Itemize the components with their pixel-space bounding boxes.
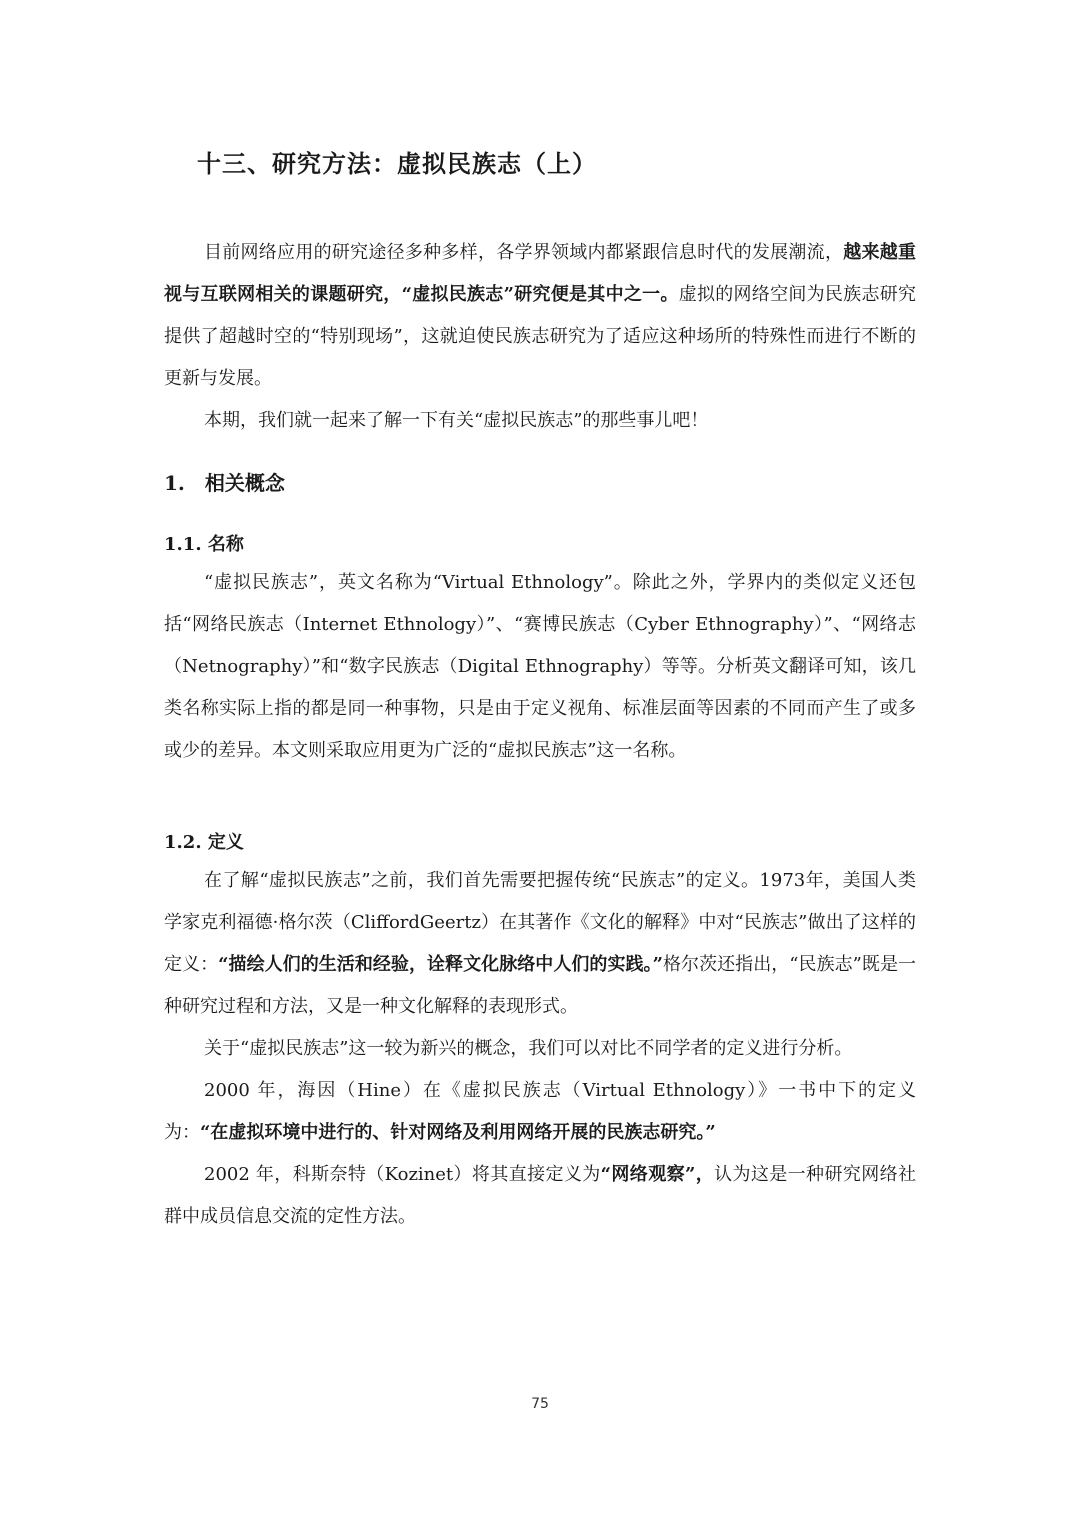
intro-text-b: 虚拟的网络空间为民族志研究提供了超越时空的“特别现场”，这就迫使民族志研究为了适应这种场所的特殊性而进行不断的更新与发展。 — [164, 284, 916, 389]
subsection-heading-definition: 1.2. 定义 — [164, 832, 244, 853]
page-title: 十三、研究方法：虚拟民族志（上） — [197, 149, 597, 178]
kozinet-text-b: 认为这是一种研究网络社群中成员信息交流的定性方法。 — [164, 1164, 916, 1227]
intro-paragraph-1 — [164, 232, 916, 400]
intro-paragraph-2: 本期，我们就一起来了解一下有关“虚拟民族志”的那些事儿吧！ — [204, 410, 709, 431]
definition-bold-quote: “描绘人们的生活和经验，诠释文化脉络中人们的实践。” — [218, 954, 663, 975]
hine-bold-quote: “在虚拟环境中进行的、针对网络及利用网络开展的民族志研究。” — [200, 1122, 716, 1143]
kozinet-bold-term: “网络观察”， — [600, 1164, 715, 1185]
definition-section — [164, 860, 916, 1238]
page-number: 75 — [531, 1396, 549, 1412]
definition-paragraph-1 — [164, 860, 916, 1028]
section-heading-concepts: 1. 相关概念 — [164, 471, 285, 495]
name-paragraph: “虚拟民族志”，英文名称为“Virtual Ethnology”。除此之外，学界内的类似定义还包括“网络民族志（Internet Ethnology）”、“赛博民族志（Cyber Ethnography）”、“网络志（Netnography）”和“数字民族志（Digital Ethnography）等等。分析英文翻译可知，该几类名称实际上指的都是同一种事物，只是由于定义视角、标准层面等因素的不同而产生了或多或少的差异。本文则采取应用更为广泛的“虚拟民族志”这一名称。 — [164, 572, 916, 761]
definition-paragraph-4 — [164, 1154, 916, 1238]
definition-text-b: 格尔茨还指出，“民族志”既是一种研究过程和方法，又是一种文化解释的表现形式。 — [164, 954, 916, 1017]
name-section — [164, 562, 916, 772]
intro-section — [164, 232, 916, 442]
subsection-heading-name: 1.1. 名称 — [164, 534, 244, 555]
definition-paragraph-2: 关于“虚拟民族志”这一较为新兴的概念，我们可以对比不同学者的定义进行分析。 — [204, 1038, 853, 1059]
definition-paragraph-3 — [164, 1070, 916, 1154]
intro-text-a: 目前网络应用的研究途径多种多样，各学界领域内都紧跟信息时代的发展潮流， — [204, 242, 844, 263]
definition-text-a: 在了解“虚拟民族志”之前，我们首先需要把握传统“民族志”的定义。1973年，美国人类学家克利福德·格尔茨（CliffordGeertz）在其著作《文化的解释》中对“民族志”做出了这样的定义： — [164, 870, 916, 975]
kozinet-text-a: 2002 年，科斯奈特（Kozinet）将其直接定义为 — [204, 1164, 601, 1185]
intro-bold-text: 越来越重视与互联网相关的课题研究，“虚拟民族志”研究便是其中之一。 — [164, 242, 917, 305]
hine-text: 2000 年，海因（Hine）在《虚拟民族志（Virtual Ethnology）》一书中下的定义为： — [164, 1080, 916, 1143]
